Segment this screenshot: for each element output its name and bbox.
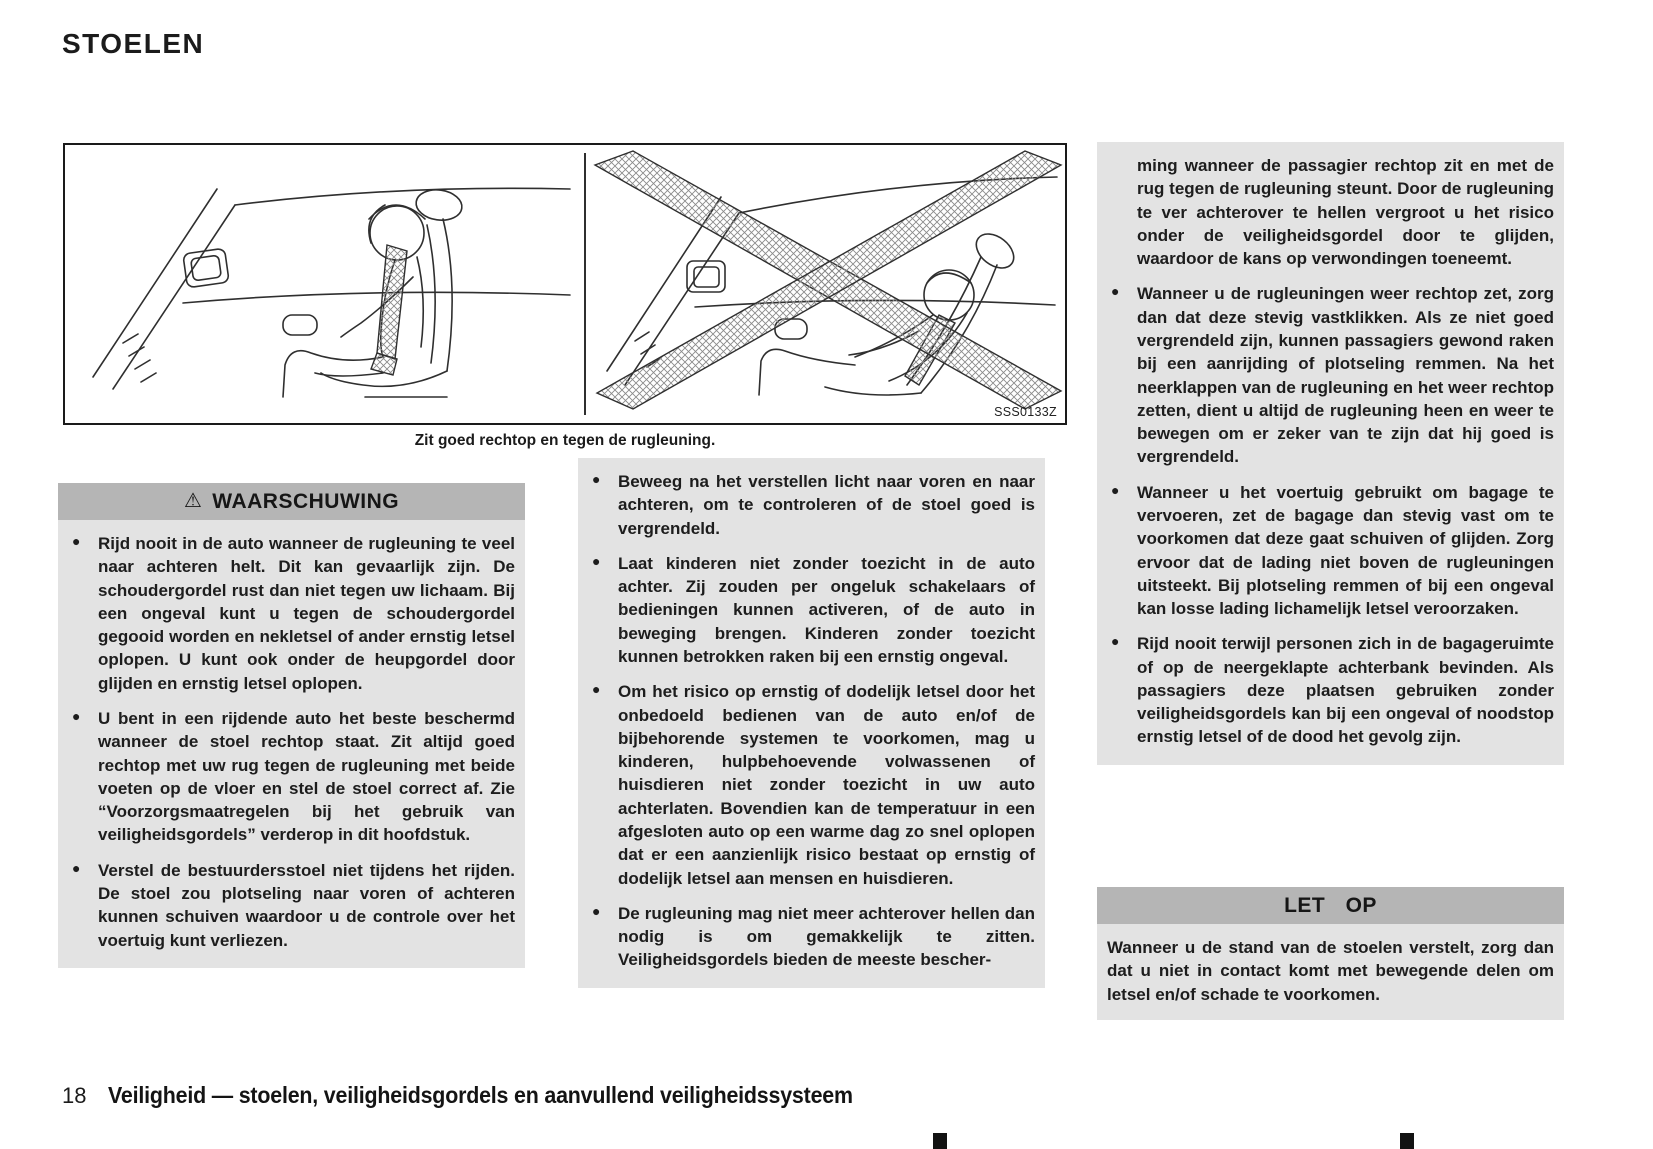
letop-body: Wanneer u de stand van de stoelen verstelt, zorg dan dat u niet in contact komt met bewegende delen om letsel en/of schade te voorkomen. xyxy=(1107,938,1554,1004)
warning-header xyxy=(58,483,525,520)
crossed-out-reclined-drawing xyxy=(595,151,1061,409)
bullet-icon: ● xyxy=(1111,283,1120,300)
warning-item: ● Om het risico op ernstig of dodelijk letsel door het onbedoeld bedienen van de auto en/of de bijbehorende systemen te voorkomen, mag u kinderen, hulpbehoevende volwassenen of huisdieren niet zonder toezicht in uw auto achterlaten. Bovendien kan de temperatuur in een afgesloten auto op een warme dag zo snel oplopen dat er een aanzienlijk risico bestaat op ernstig of dodelijk letsel aan mensen en huisdieren. xyxy=(592,681,1035,888)
warning-item: ● Rijd nooit terwijl personen zich in de bagageruimte of op de neergeklapte achterbank bevinden. Als passagiers deze plaatsen gebruiken zonder veiligheidsgordels kan bij een ongeval of noodstop ernstig letsel of de dood het gevolg zijn. xyxy=(1111,633,1554,747)
correct-posture-drawing xyxy=(93,187,570,397)
warning-item: ● Laat kinderen niet zonder toezicht in de auto achter. Zij zouden per ongeluk schakelaars of bedieningen kunnen activeren, of de auto in beweging brengen. Kinderen zonder toezicht kunnen betrokken raken bij een ernstig ongeval. xyxy=(592,552,1035,666)
bullet-icon: ● xyxy=(592,681,601,698)
warning-item: ● Wanneer u de rugleuningen weer rechtop zet, zorg dan dat deze stevig vastklikken. Als ze niet goed vergrendeld zijn, kunnen passagiers gewond raken bij een aanrijding of plotseling remmen. Na het neerklappen van de rugleuning en het weer rechtop zetten, dient u altijd de rugleuning heen en weer te bewegen om er zeker van te zijn dat hij goed is vergrendeld. xyxy=(1111,283,1554,467)
print-registration-mark xyxy=(1400,1133,1414,1149)
warning-item: ● De rugleuning mag niet meer achterover hellen dan nodig is om gemakkelijk te zitten. Veiligheidsgordels bieden de meeste bescher- xyxy=(592,902,1035,970)
bullet-icon: ● xyxy=(1111,481,1120,498)
warning-item: ● Beweeg na het verstellen licht naar voren en naar achteren, om te controleren of de stoel goed is vergrendeld. xyxy=(592,471,1035,538)
figure-code: SSS0133Z xyxy=(994,405,1057,419)
warning-item: ● Verstel de bestuurdersstoel niet tijdens het rijden. De stoel zou plotseling naar voren of achteren kunnen schuiven waardoor u de controle over het voertuig kunt verliezen. xyxy=(72,859,515,950)
bullet-icon: ● xyxy=(72,859,81,876)
seatbelt-band xyxy=(377,245,407,359)
bullet-icon: ● xyxy=(592,471,601,487)
warning-triangle-icon: ⚠ xyxy=(183,490,203,512)
chapter-title: Veiligheid — stoelen, veiligheidsgordels en aanvullend veiligheidssysteem xyxy=(108,1082,854,1108)
bullet-icon: ● xyxy=(72,533,81,549)
figure-caption: Zit goed rechtop en tegen de rugleuning. xyxy=(414,432,716,449)
warning-box-col3 xyxy=(1097,142,1564,765)
warning-item: ● U bent in een rijdende auto het beste beschermd wanneer de stoel rechtop staat. Zit altijd goed rechtop met uw rug tegen de rugleuning met beide voeten op de vloer en stel de stoel correct af. Zie “Voorzorgsmaatregelen bij het gebruik van veiligheidsgordels” verderop in dit hoofdstuk. xyxy=(72,707,515,845)
bullet-icon: ● xyxy=(592,552,601,569)
warning-box-col2 xyxy=(578,458,1045,988)
page-title: STOELEN xyxy=(62,28,205,59)
warning-continuation: ming wanneer de passagier rechtop zit en met de rug tegen de rugleuning steunt. Door de rugleuning te ver achterover te hellen vergroot u het risico onder de veiligheidsgordel door te glijden, waardoor de kans op verwondingen toeneemt. xyxy=(1137,156,1554,269)
seat-posture-illustration xyxy=(65,145,1065,423)
bullet-icon: ● xyxy=(592,902,601,919)
page-footer xyxy=(62,1082,909,1109)
warning-item: ● Wanneer u het voertuig gebruikt om bagage te vervoeren, zet de bagage dan stevig vast om te voorkomen dat deze gaat schuiven of glijden. Zorg ervoor dat de lading niet boven de rugleuningen uitsteekt. Bij plotseling remmen of bij een ongeval kan losse lading lichamelijk letsel veroorzaken. xyxy=(1111,481,1554,619)
bullet-icon: ● xyxy=(72,707,81,724)
letop-box xyxy=(1097,887,1564,1020)
warning-title: WAARSCHUWING xyxy=(212,489,400,513)
bullet-icon: ● xyxy=(1111,633,1120,650)
page-number: 18 xyxy=(62,1083,87,1108)
print-registration-mark xyxy=(933,1133,947,1149)
warning-box-col1 xyxy=(58,483,525,968)
seat-posture-figure xyxy=(63,143,1067,425)
warning-item: ● Rijd nooit in de auto wanneer de rugleuning te veel naar achteren helt. Dit kan gevaarlijk zijn. De schoudergordel rust dan niet tegen uw lichaam. Bij een ongeval kunt u tegen de schoudergordel gegooid worden en nekletsel of ander ernstig letsel oplopen. U kunt ook onder de heupgordel door glijden en ernstig letsel oplopen. xyxy=(72,533,515,693)
letop-header: LET OP xyxy=(1097,887,1564,924)
